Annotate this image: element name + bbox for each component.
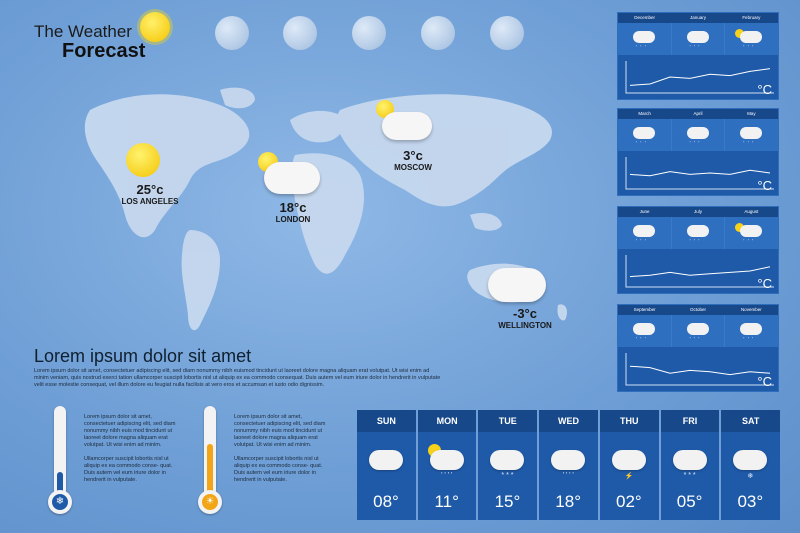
text-block: Lorem ipsum dolor sit amet, consectetuer adipiscing elit, sed diam nonummy nibh euis mod tincidunt ut laoreet dolore magna aliquam erat volutpat. Ut wisi enim ad minim. [234, 414, 326, 448]
precipitation-icon: * * * [683, 472, 696, 479]
day-card [721, 410, 780, 520]
cloud-icon [612, 450, 646, 470]
day-name: WED [539, 410, 598, 432]
cloud-icon [740, 323, 762, 335]
day-name: THU [600, 410, 659, 432]
city-marker [490, 306, 560, 330]
globe-icon [421, 16, 455, 50]
precipitation-icon: ' ' ' ' [562, 472, 574, 479]
cloud-icon [633, 31, 655, 43]
city-name: WELLINGTON [498, 321, 552, 330]
month-weather-cell [618, 315, 672, 347]
temperature-graph [622, 351, 776, 389]
cloud-icon [490, 450, 524, 470]
thunder-cloud-icon [488, 268, 546, 302]
month-label: May [747, 111, 756, 116]
temperature-graph [622, 253, 776, 291]
day-name: TUE [478, 410, 537, 432]
temperature-unit: °C [757, 178, 772, 193]
season-panel [617, 304, 779, 392]
rain-icon: ' ' ' [689, 337, 701, 343]
month-label: January [689, 15, 706, 20]
city-name: LONDON [275, 215, 311, 224]
globe-icon [490, 16, 524, 50]
day-card [539, 410, 598, 520]
city-name: MOSCOW [394, 163, 432, 172]
day-temp: 18° [555, 492, 582, 511]
day-temp: 02° [616, 492, 642, 511]
month-weather-cell [672, 119, 726, 151]
month-label: March [638, 111, 651, 116]
month-weather-cell [725, 315, 778, 347]
sun-icon [126, 143, 160, 177]
day-temp: 15° [494, 492, 521, 511]
rain-icon: ' ' ' [636, 239, 647, 245]
cloud-icon [264, 162, 320, 194]
rain-icon: ' ' ' [689, 45, 701, 51]
month-icons [618, 119, 778, 151]
day-temp: 11° [434, 492, 459, 511]
temperature-line [630, 69, 770, 86]
text-block: Ullamcorper suscipit lobortis nisl ut aliquip ex ea commodo conse- quat. Duis autem vel eum iriure dolor in hendrerit in vulputate. [84, 456, 173, 483]
graph-axis [626, 353, 774, 385]
month-weather-cell [725, 217, 778, 249]
graph-axis [626, 61, 774, 93]
city-temp: 18°c [279, 200, 307, 215]
globe-icon [283, 16, 317, 50]
city-temp: -3°c [513, 306, 537, 321]
day-card [478, 410, 537, 520]
precipitation-icon: * * * [501, 472, 514, 479]
cloud-icon [687, 323, 709, 335]
sun-icon: ☀ [202, 494, 218, 510]
month-weather-cell [618, 217, 672, 249]
cloud-icon [633, 127, 655, 139]
city-marker [258, 200, 328, 224]
rain-icon: ' ' ' [743, 141, 754, 147]
month-header [618, 13, 778, 23]
month-label: February [742, 15, 761, 20]
city-temp: 25°c [136, 182, 164, 197]
month-label: September [633, 307, 656, 312]
rain-icon: ' ' ' [743, 239, 754, 245]
month-label: April [693, 111, 703, 116]
thermometer-warm [198, 406, 222, 518]
day-card [661, 410, 720, 520]
month-weather-cell [618, 23, 672, 55]
month-header [618, 207, 778, 217]
snow-cloud-icon [382, 112, 432, 140]
cloud-icon [633, 225, 655, 237]
day-card [357, 410, 416, 520]
cloud-icon [687, 31, 709, 43]
rain-icon: ' ' ' [743, 337, 754, 343]
month-label: December [634, 15, 656, 20]
thermometer-cold [48, 406, 72, 518]
rain-icon: ' ' ' [636, 45, 647, 51]
day-name: SAT [721, 410, 780, 432]
month-icons [618, 217, 778, 249]
title-line1: The Weather [34, 22, 132, 41]
rain-icon: ' ' ' [743, 45, 754, 51]
sun-icon [140, 12, 170, 42]
content-heading: Lorem ipsum dolor sit amet [34, 346, 252, 366]
thermometer-fill [207, 444, 213, 494]
cloud-icon [740, 127, 762, 139]
temperature-line [630, 366, 770, 374]
day-card [600, 410, 659, 520]
temperature-graph [622, 59, 776, 97]
cloud-icon [633, 323, 655, 335]
month-weather-cell [672, 315, 726, 347]
rain-icon: ' ' ' [636, 141, 647, 147]
day-card [418, 410, 477, 520]
day-temp: 03° [737, 492, 764, 511]
month-label: October [689, 307, 706, 312]
globe-icon [352, 16, 386, 50]
rain-icon: ' ' ' [689, 141, 701, 147]
cloud-icon [687, 127, 709, 139]
precipitation-icon: ⚡ [624, 473, 634, 480]
temperature-line [630, 170, 770, 176]
season-panel [617, 12, 779, 100]
city-marker [378, 148, 448, 172]
month-weather-cell [672, 23, 726, 55]
thermometer-text [84, 414, 182, 491]
month-label: June [639, 209, 650, 214]
month-label: November [740, 307, 762, 312]
precipitation-icon: ❄ [747, 473, 754, 480]
week-forecast [357, 410, 780, 520]
cloud-icon [369, 450, 403, 470]
content-paragraph: Lorem ipsum dolor sit amet, consectetuer adipiscing elit, sed diam nonummy nibh euismod tincidunt ut laoreet dolore magna aliquam erat volutpat. Ut wisi enim ad minim veniam, quis nostrud exerci tation ullamcorper suscipit lobortis nisl ut aliquip ex ea commodo consequat. Duis autem vel eum iriure dolor in hendrerit in vulputate velit esse molestie consequat, vel illum dolore eu feugiat nulla facilisis at vero eros et accumsan et iusto odio dignissim. [34, 368, 441, 388]
text-block: Ullamcorper suscipit lobortis nisl ut aliquip ex ea commodo conse- quat. Duis autem vel eum iriure dolor in hendrerit in vulputate. [234, 456, 323, 483]
temperature-unit: °C [757, 276, 772, 291]
city-name: LOS ANGELES [121, 197, 179, 206]
temperature-graph [622, 155, 776, 193]
temperature-line [630, 267, 770, 277]
month-weather-cell [725, 23, 778, 55]
city-marker [110, 182, 190, 206]
month-weather-cell [725, 119, 778, 151]
graph-axis [626, 157, 774, 189]
day-temp: 08° [373, 492, 399, 511]
season-panel [617, 108, 779, 196]
cloud-icon [673, 450, 707, 470]
cloud-icon [740, 31, 762, 43]
city-temp: 3°c [403, 148, 423, 163]
rain-icon: ' ' ' [636, 337, 647, 343]
day-temp: 05° [676, 492, 703, 511]
day-name: MON [418, 410, 477, 432]
season-panel [617, 206, 779, 294]
cloud-icon [430, 450, 464, 470]
cloud-icon [733, 450, 767, 470]
day-name: SUN [357, 410, 416, 432]
cloud-icon [740, 225, 762, 237]
month-header [618, 305, 778, 315]
globe-icon [215, 16, 249, 50]
month-header [618, 109, 778, 119]
temperature-unit: °C [757, 374, 772, 389]
cloud-icon [551, 450, 585, 470]
day-name: FRI [661, 410, 720, 432]
month-label: July [693, 209, 702, 214]
globe-row [215, 16, 560, 56]
month-label: August [744, 209, 759, 214]
text-block: Lorem ipsum dolor sit amet, consectetuer adipiscing elit, sed diam nonummy nibh euis mod tincidunt ut laoreet dolore magna aliquam erat volutpat. Ut wisi enim ad minim. [84, 414, 176, 448]
precipitation-icon: ' ' ' ' [441, 472, 453, 479]
snowflake-icon: ❄ [52, 494, 68, 510]
month-icons [618, 23, 778, 55]
month-weather-cell [618, 119, 672, 151]
month-weather-cell [672, 217, 726, 249]
thermometer-text [234, 414, 332, 491]
rain-icon: ' ' ' [689, 239, 701, 245]
page-title [34, 22, 145, 63]
month-icons [618, 315, 778, 347]
title-line2: Forecast [62, 40, 146, 62]
temperature-unit: °C [757, 82, 772, 97]
cloud-icon [687, 225, 709, 237]
